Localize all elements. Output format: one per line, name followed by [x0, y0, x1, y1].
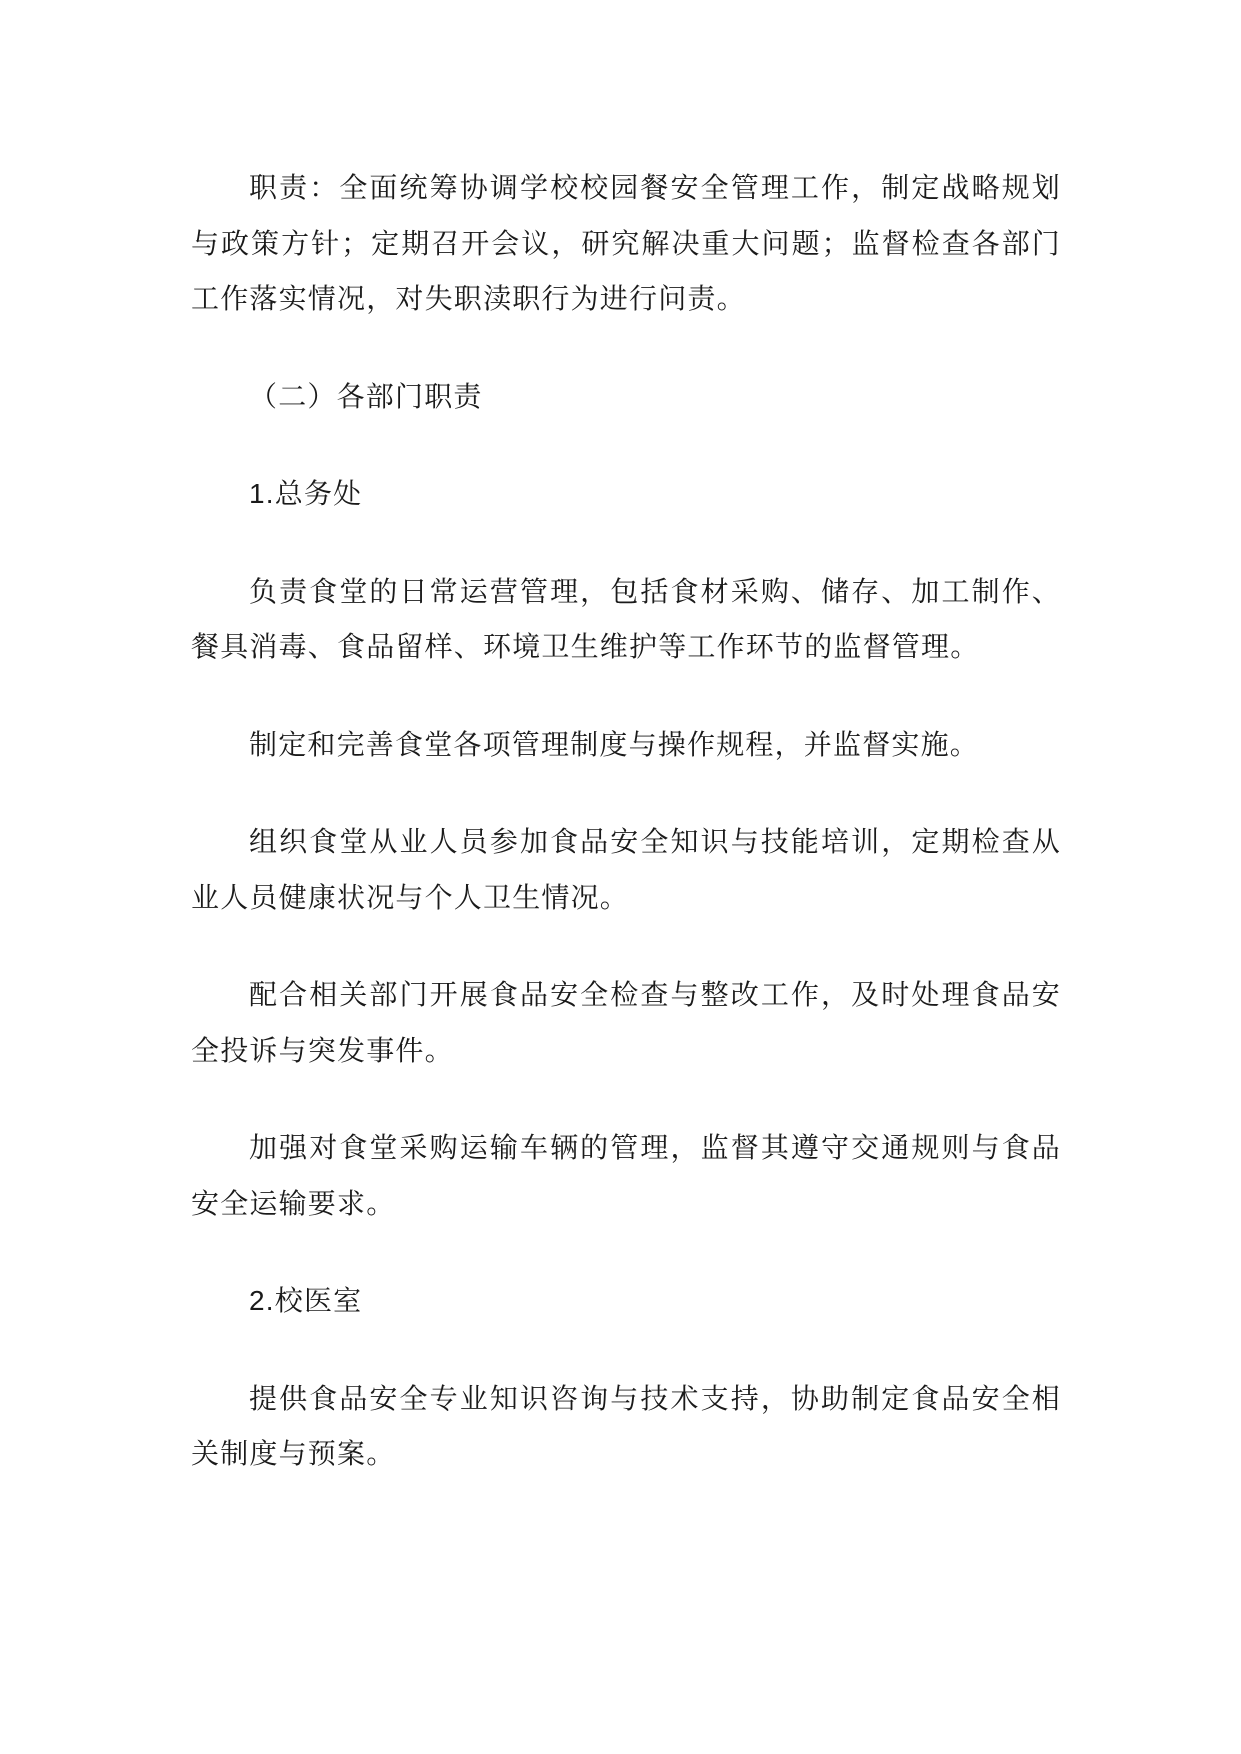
paragraph-transport-vehicles: 加强对食堂采购运输车辆的管理，监督其遵守交通规则与食品安全运输要求。	[191, 1131, 1061, 1220]
paragraph-spacer	[191, 675, 1061, 717]
paragraph-staff-training: 组织食堂从业人员参加食品安全知识与技能培训，定期检查从业人员健康状况与个人卫生情况。	[191, 825, 1061, 914]
paragraph-spacer	[191, 1078, 1061, 1120]
section-heading-department-duties: （二）各部门职责	[249, 379, 483, 413]
paragraph-clinic-support: 提供食品安全专业知识咨询与技术支持，协助制定食品安全相关制度与预案。	[191, 1381, 1061, 1470]
paragraph-spacer	[191, 327, 1061, 369]
paragraph-inspection-cooperation: 配合相关部门开展食品安全检查与整改工作，及时处理食品安全投诉与突发事件。	[191, 978, 1061, 1067]
paragraph-canteen-operations: 负责食堂的日常运营管理，包括食材采购、储存、加工制作、餐具消毒、食品留样、环境卫生维护等工作环节的监督管理。	[191, 574, 1061, 663]
paragraph-spacer	[191, 522, 1061, 564]
document-body	[191, 160, 1061, 1482]
paragraph-spacer	[191, 424, 1061, 466]
paragraph-leadership-duties: 职责：全面统筹协调学校校园餐安全管理工作，制定战略规划与政策方针；定期召开会议，研究解决重大问题；监督检查各部门工作落实情况，对失职渎职行为进行问责。	[191, 171, 1061, 315]
subsection-heading-general-affairs	[191, 466, 1061, 522]
paragraph-spacer	[191, 925, 1061, 967]
heading-text: 校医室	[274, 1284, 363, 1317]
paragraph-spacer	[191, 1231, 1061, 1273]
heading-number: 2.	[249, 1285, 275, 1316]
paragraph-spacer	[191, 772, 1061, 814]
paragraph-management-rules: 制定和完善食堂各项管理制度与操作规程，并监督实施。	[249, 727, 980, 761]
subsection-heading-school-clinic	[191, 1273, 1061, 1329]
heading-number: 1.	[249, 478, 275, 509]
paragraph-spacer	[191, 1329, 1061, 1371]
heading-text: 总务处	[274, 477, 363, 510]
